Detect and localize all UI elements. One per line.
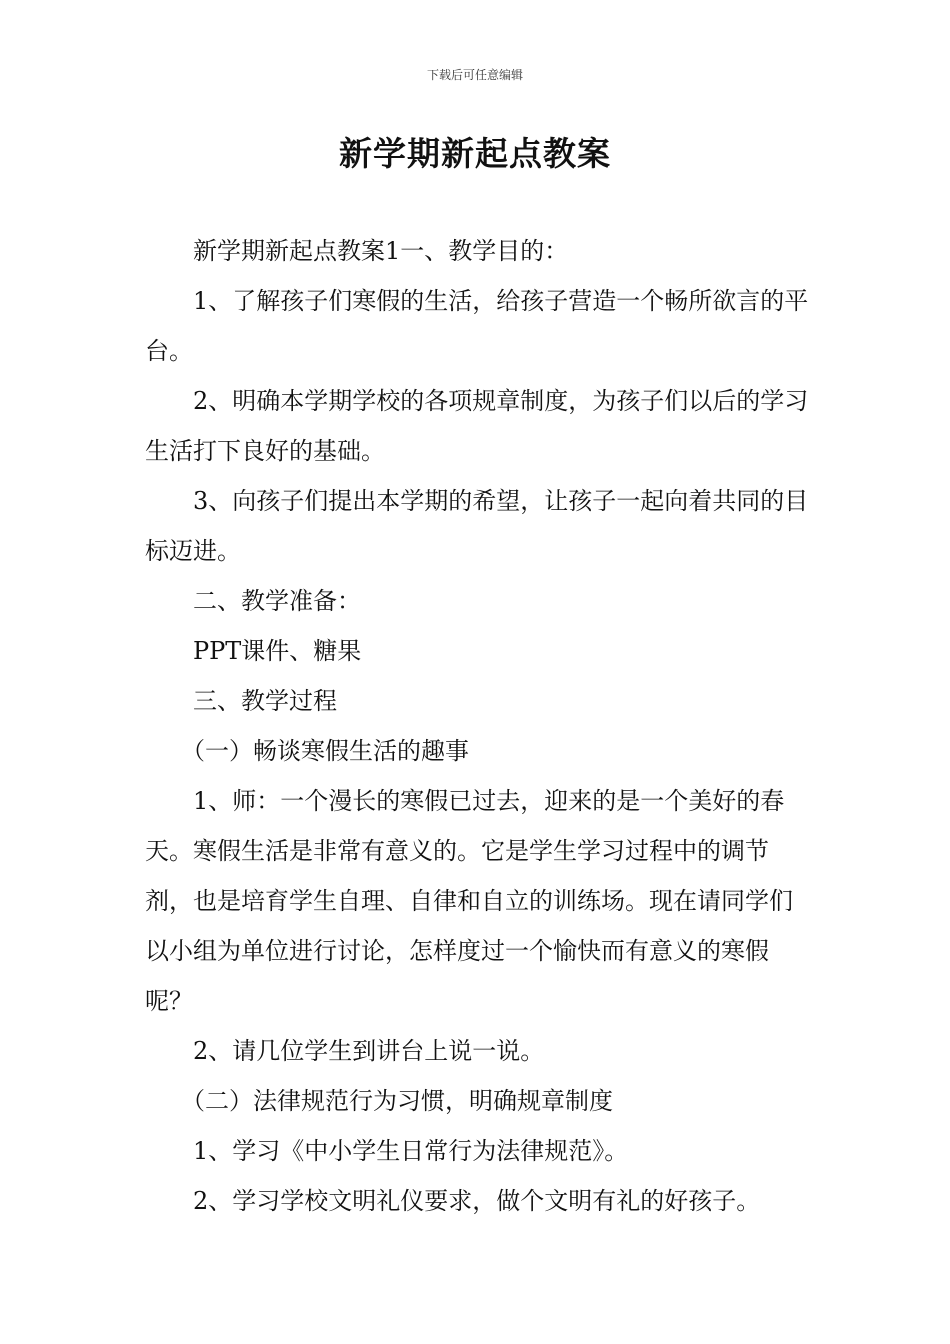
paragraph: 1、了解孩子们寒假的生活，给孩子营造一个畅所欲言的平台。 [145,287,809,365]
paragraph: 2、请几位学生到讲台上说一说。 [193,1037,545,1065]
paragraph: 1、学习《中小学生日常行为法律规范》。 [193,1137,629,1165]
section-heading: （二）法律规范行为习惯，明确规章制度 [181,1087,613,1115]
paragraph: 3、向孩子们提出本学期的希望，让孩子一起向着共同的目标迈进。 [145,487,809,565]
paragraph: PPT课件、糖果 [193,637,362,665]
section-heading: （一）畅谈寒假生活的趣事 [181,737,469,765]
paragraph: 2、明确本学期学校的各项规章制度，为孩子们以后的学习生活打下良好的基础。 [145,387,809,465]
document-body [145,226,810,1226]
document-title: 新学期新起点教案 [339,134,611,173]
paragraph: 新学期新起点教案1一、教学目的： [193,237,569,265]
paragraph: 2、学习学校文明礼仪要求，做个文明有礼的好孩子。 [193,1187,761,1215]
paragraph: 二、教学准备： [193,587,361,615]
page-header-note: 下载后可任意编辑 [426,68,523,82]
paragraph: 1、师：一个漫长的寒假已过去，迎来的是一个美好的春天。寒假生活是非常有意义的。它是学生学习过程中的调节剂，也是培育学生自理、自律和自立的训练场。现在请同学们以小组为单位进行讨论，怎样度过一个愉快而有意义的寒假呢？ [145,787,793,1015]
paragraph: 三、教学过程 [193,687,337,715]
